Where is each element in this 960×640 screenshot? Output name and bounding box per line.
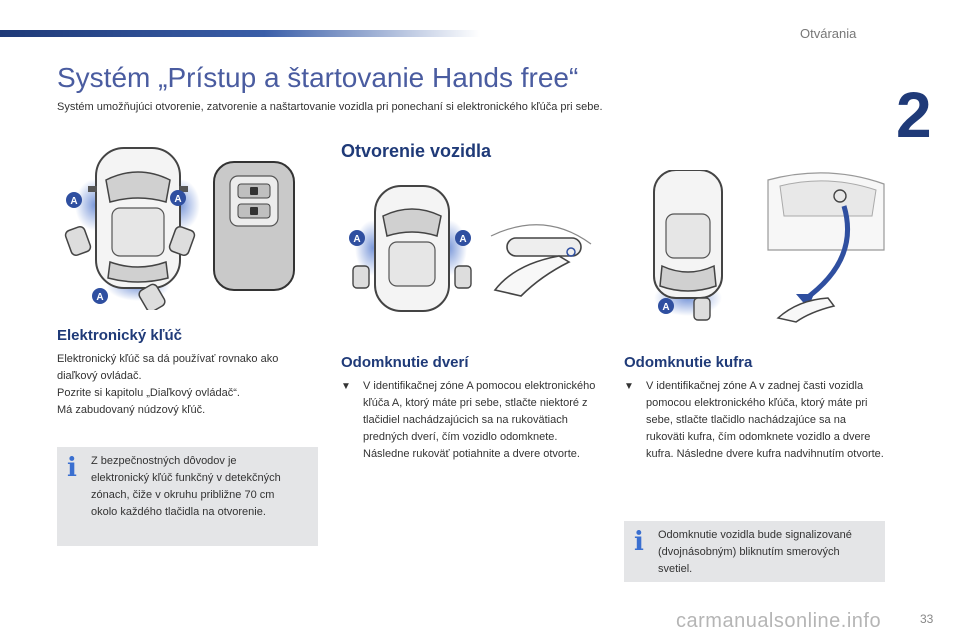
hand-icon	[778, 298, 834, 322]
electronic-key-illustration	[214, 162, 294, 290]
key-detection-figure	[60, 140, 300, 310]
svg-text:A: A	[70, 196, 78, 207]
svg-text:A: A	[96, 292, 104, 303]
svg-text:A: A	[459, 234, 467, 245]
page-title: Systém „Prístup a štartovanie Hands free“	[57, 62, 579, 93]
key-body	[57, 351, 322, 419]
trunk-heading: Odomknutie kufra	[624, 354, 753, 371]
watermark: carmanualsonline.info	[676, 610, 882, 632]
triangle-bullet-icon: ▼	[624, 381, 634, 392]
key-heading: Elektronický kľúč	[57, 327, 183, 344]
key-fob-icon	[455, 266, 471, 288]
trunk-bullet-text: V identifikačnej zóne A v zadnej časti vozidla pomocou elektronického kľúča, ktorý máte pri sebe, stlačte tlačidlo nachádzajúce sa na rukoväti kufra, čím odomknete vozidlo a dvere kufra. Následne dvere kufra nadvihnutím otvorte.	[646, 380, 884, 460]
key-body-line: diaľkový ovládač.	[57, 370, 142, 382]
info-line: Z bezpečnostných dôvodov je	[91, 455, 237, 467]
page-intro: Systém umožňujúci otvorenie, zatvorenie a naštartovanie vozidla pri ponechaní si elektronického kľúča pri sebe.	[57, 101, 603, 113]
doors-heading: Odomknutie dverí	[341, 354, 469, 371]
car-top-view	[654, 170, 722, 298]
page-number: 33	[920, 612, 934, 626]
car-top-view	[88, 148, 188, 288]
info-icon: i	[634, 527, 644, 557]
key-body-line: Elektronický kľúč sa dá používať rovnako ako	[57, 353, 279, 365]
info-icon: i	[67, 453, 77, 483]
svg-text:A: A	[174, 194, 182, 205]
info-line: svetiel.	[658, 563, 693, 575]
door-handle-illustration	[491, 225, 591, 296]
key-info-box	[57, 447, 318, 546]
car-top-view	[375, 186, 449, 311]
zone-marker	[349, 230, 365, 246]
doors-bullet-text: V identifikačnej zóne A pomocou elektronického kľúča A, ktorý máte pri sebe, stlačte niektoré z tlačidiel nachádzajúcich sa na rukovätiach predných dverí, čím vozidlo odomknete. Následne rukoväť potiahnite a dvere otvorte.	[363, 380, 596, 460]
info-line: okolo každého tlačidla na otvorenie.	[91, 506, 266, 518]
svg-text:A: A	[353, 234, 361, 245]
trunk-unlock-figure	[628, 170, 888, 325]
section-label: Otvárania	[800, 26, 857, 41]
info-line: elektronický kľúč funkčný v detekčných	[91, 472, 281, 484]
info-line: (dvojnásobným) bliknutím smerových	[658, 546, 840, 558]
lock-icon	[250, 187, 258, 195]
trunk-info-text	[658, 527, 880, 578]
hand-icon	[495, 256, 569, 296]
trunk-bullet	[624, 378, 886, 463]
key-fob-icon	[353, 266, 369, 288]
zone-marker	[170, 190, 186, 206]
chapter-number: 2	[896, 79, 930, 151]
opening-heading: Otvorenie vozidla	[341, 141, 492, 161]
key-body-line: Pozrite si kapitolu „Diaľkový ovládač“.	[57, 387, 240, 399]
zone-marker	[92, 288, 108, 304]
info-line: Odomknutie vozidla bude signalizované	[658, 529, 852, 541]
zone-marker	[658, 298, 674, 314]
key-body-line: Má zabudovaný núdzový kľúč.	[57, 404, 206, 416]
trunk-info-box	[624, 521, 885, 582]
car-rear-view	[768, 173, 884, 250]
doors-bullet	[341, 378, 596, 463]
triangle-bullet-icon: ▼	[341, 381, 351, 392]
unlock-icon	[250, 207, 258, 215]
zone-marker	[66, 192, 82, 208]
key-info-text	[91, 453, 313, 521]
key-fob-icon	[694, 298, 710, 320]
zone-marker	[455, 230, 471, 246]
door-unlock-figure	[345, 180, 595, 315]
info-line: zónach, čiže v okruhu približne 70 cm	[91, 489, 275, 501]
header-accent-bar	[0, 30, 480, 37]
svg-text:A: A	[662, 302, 670, 313]
